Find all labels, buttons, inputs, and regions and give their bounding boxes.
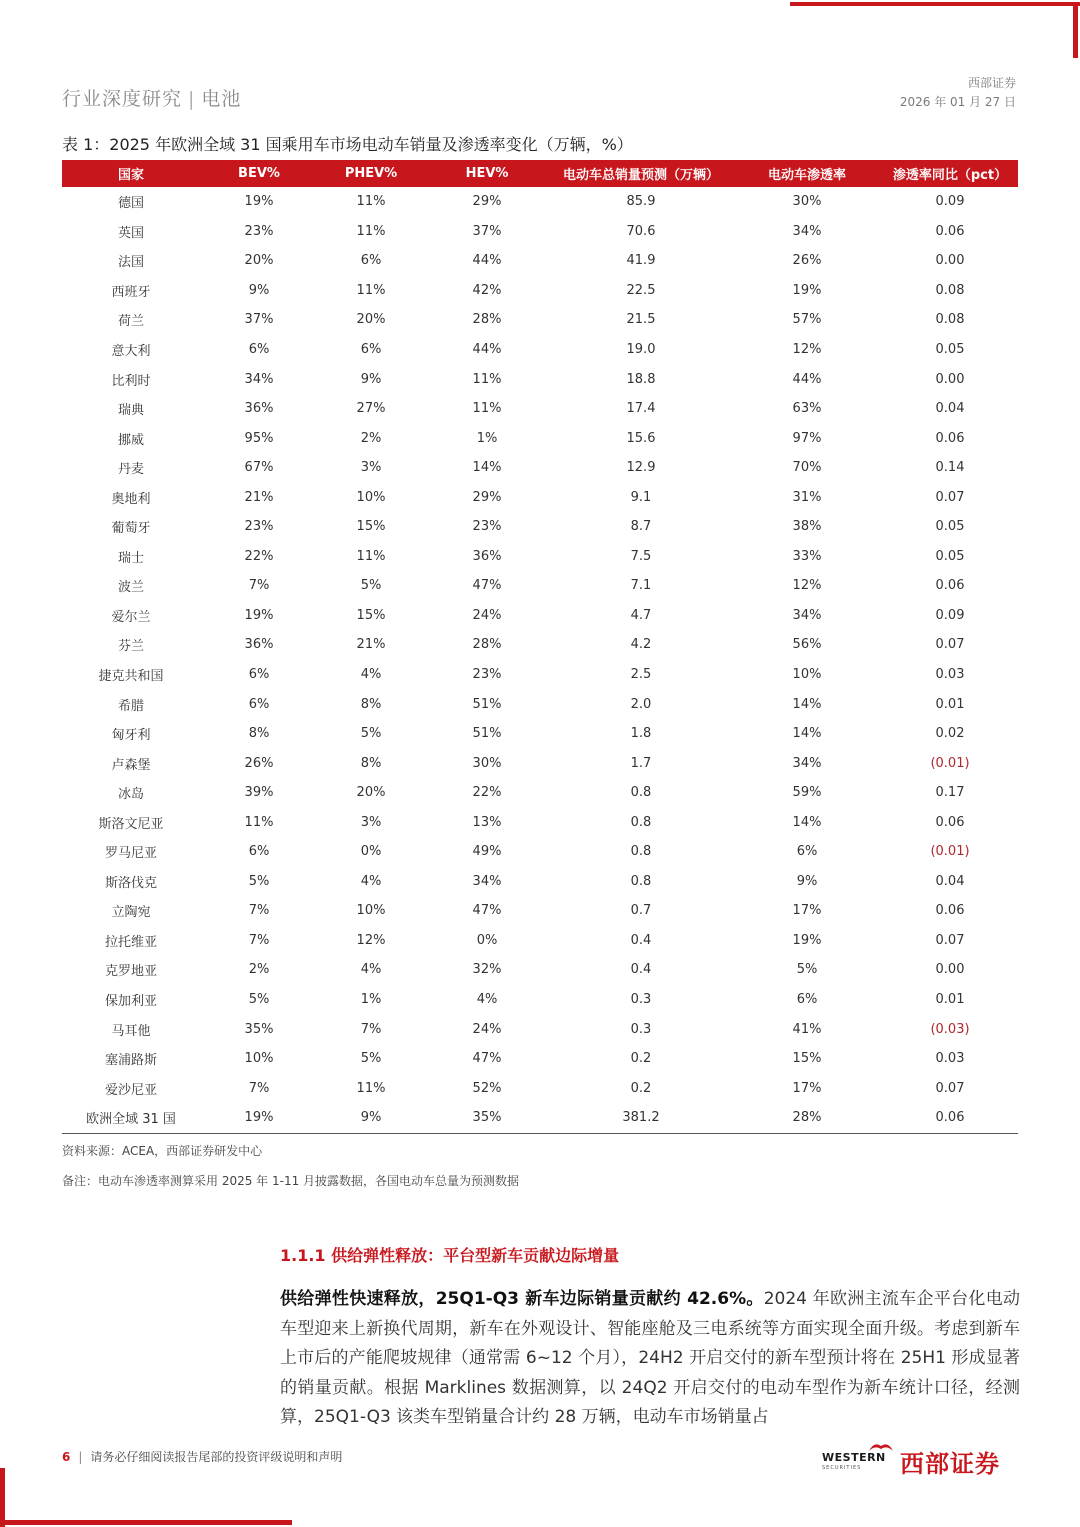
value-cell: 17.4 [626,401,656,417]
value-cell: 0.8 [630,844,652,860]
table-source: 资料来源：ACEA，西部证券研发中心 [62,1144,263,1158]
paragraph-body: 2024 年欧洲主流车企平台化电动车型迎来上新换代周期，新车在外观设计、智能座舱及三电系统等方面实现全面升级。考虑到新车上市后的产能爬坡规律（通常需 6~12 个月），24H2 开启交付的新车型预计将在 25H1 形成显著的销量贡献。根据 Marklines 数据测算，以 24Q2 开启交付的电动车型作为新车统计口径，经测算，25Q1-Q3 该类车型销量合计约 28 万辆，电动车市场销量占 [280,1289,1020,1428]
table-row [62,423,1018,453]
value-cell: 4% [360,873,382,889]
country-cell: 英国 [117,225,144,241]
value-cell: 29% [472,489,502,505]
country-cell: 保加利亚 [104,994,157,1010]
value-cell: 8% [360,696,382,712]
value-cell: 20% [356,785,386,801]
value-cell: 4% [360,962,382,978]
page-footer [62,1448,342,1465]
section-paragraph [280,1285,1020,1433]
value-cell: 0.7 [630,903,652,919]
corner-accent-left [0,1468,5,1527]
country-cell: 匈牙利 [111,728,151,744]
value-cell: 2.5 [630,667,652,683]
value-cell: 0.14 [935,460,965,476]
table-row [62,867,1018,897]
table-row [62,689,1018,719]
value-cell: 8% [248,726,270,742]
country-cell: 卢森堡 [111,757,151,773]
value-cell: 8% [360,755,382,771]
value-cell: 15% [356,607,386,623]
value-cell: 85.9 [626,194,656,210]
footer-separator: | [78,1450,83,1464]
value-cell: 7% [248,932,270,948]
value-cell: 5% [796,962,818,978]
value-cell: 7.5 [630,548,652,564]
value-cell: 10% [356,489,386,505]
value-cell: 0.05 [935,342,965,357]
table-row [62,660,1018,690]
report-date: 2026 年 01 月 27 日 [899,95,1016,109]
value-cell: 0.07 [935,637,965,653]
value-cell: 0.4 [630,932,652,948]
value-cell: 34% [792,755,822,771]
value-cell: 95% [244,430,274,446]
country-cell: 克罗地亚 [104,964,157,980]
value-cell: 26% [792,253,822,269]
country-cell: 西班牙 [111,284,151,300]
country-cell: 冰岛 [117,787,144,803]
corner-accent-top [790,2,1080,6]
value-cell: 11% [356,1080,386,1096]
value-cell: 14% [792,726,822,742]
value-cell: 14% [792,696,822,712]
value-cell: 0.05 [935,519,965,535]
country-cell: 瑞典 [117,403,144,419]
value-cell: 10% [792,667,822,683]
value-cell: 20% [244,253,274,269]
value-cell: 0.2 [630,1080,652,1096]
value-cell: 0.00 [935,962,965,978]
value-cell: 0.17 [935,785,965,801]
column-header: PHEV% [318,160,424,187]
table-row [62,305,1018,335]
value-cell: 67% [244,460,274,476]
value-cell: 0.06 [882,1103,1018,1133]
value-cell: 34% [792,223,822,239]
table-row [62,630,1018,660]
country-cell: 葡萄牙 [111,521,151,537]
value-cell: 2% [360,430,382,446]
value-cell: 28% [472,312,502,328]
value-cell: 23% [472,667,502,683]
value-cell: 13% [472,814,502,830]
value-cell: 0.06 [935,814,965,830]
value-cell: 70.6 [626,223,656,239]
value-cell: 51% [472,726,502,742]
value-cell: 28% [472,637,502,653]
value-cell: 9% [248,282,270,298]
value-cell: 0.3 [630,992,652,1008]
value-cell: 12% [792,578,822,594]
table-row [62,335,1018,365]
country-cell: 欧洲全域 31 国 [62,1103,200,1133]
value-cell: 47% [472,1051,502,1067]
value-cell: 39% [244,785,274,801]
section-heading: 1.1.1 供给弹性释放：平台型新车贡献边际增量 [280,1246,620,1265]
column-header: 国家 [62,160,200,187]
country-cell: 马耳他 [111,1023,151,1039]
value-cell: 0% [360,844,382,860]
value-cell: 37% [472,223,502,239]
column-header: 电动车总销量预测（万辆） [550,160,732,187]
value-cell: 6% [796,844,818,860]
country-cell: 瑞士 [117,550,144,566]
table-row [62,453,1018,483]
country-cell: 波兰 [117,580,144,596]
value-cell: 0.8 [630,814,652,830]
value-cell: 24% [472,1021,502,1037]
value-cell: 19.0 [626,342,656,357]
table-row [62,571,1018,601]
value-cell: 9% [796,873,818,889]
logo-english: WESTERN [822,1451,886,1464]
value-cell: 0.05 [935,548,965,564]
value-cell: 23% [244,519,274,535]
value-cell: 21% [356,637,386,653]
value-cell: 0.00 [935,253,965,269]
logo-chinese: 西部证券 [900,1450,1000,1478]
value-cell: 0.07 [935,1080,965,1096]
value-cell: 27% [356,401,386,417]
country-cell: 罗马尼亚 [104,846,157,862]
value-cell: 30% [792,194,822,210]
country-cell: 丹麦 [117,462,144,478]
value-cell: 52% [472,1080,502,1096]
value-cell: 15.6 [626,430,656,446]
country-cell: 塞浦路斯 [104,1053,157,1069]
value-cell: 7% [248,578,270,594]
value-cell: 4.2 [630,637,652,653]
value-cell: 0.03 [935,667,965,683]
column-header: BEV% [200,160,318,187]
value-cell: 7% [248,903,270,919]
value-cell: 47% [472,903,502,919]
value-cell: 10% [356,903,386,919]
footer-disclaimer: 请务必仔细阅读报告尾部的投资评级说明和声明 [90,1450,343,1464]
value-cell: 9.1 [630,489,652,505]
value-cell: 0.01 [935,992,965,1008]
table-row [62,394,1018,424]
value-cell: 0.09 [935,194,965,210]
value-cell: 6% [360,342,382,357]
value-cell: 35% [244,1021,274,1037]
value-cell: 70% [792,460,822,476]
value-cell: 28% [732,1103,882,1133]
country-cell: 德国 [117,196,144,212]
table-row [62,837,1018,867]
value-cell: 4% [476,992,498,1008]
value-cell: 381.2 [550,1103,732,1133]
table-title: 表 1：2025 年欧洲全域 31 国乘用车市场电动车销量及渗透率变化（万辆，%） [62,135,633,154]
value-cell: 1% [476,430,498,446]
value-cell: 8.7 [630,519,652,535]
value-cell: 36% [472,548,502,564]
table-row [62,364,1018,394]
value-cell: 0.3 [630,1021,652,1037]
value-cell: 51% [472,696,502,712]
table-row [62,985,1018,1015]
table-row [62,276,1018,306]
value-cell: 0.06 [935,430,965,446]
value-cell: 0.4 [630,962,652,978]
value-cell: 3% [360,460,382,476]
value-cell: 1.8 [630,726,652,742]
value-cell: 7% [248,1080,270,1096]
value-cell: 44% [472,342,502,357]
table-header-row [62,160,1018,187]
value-cell: 1.7 [630,755,652,771]
value-cell: 0.07 [935,932,965,948]
value-cell: 11% [244,814,274,830]
value-cell: 11% [356,282,386,298]
country-cell: 法国 [117,255,144,271]
value-cell: 19% [792,282,822,298]
value-cell: 17% [792,1080,822,1096]
value-cell: 0.01 [935,696,965,712]
value-cell: 34% [472,873,502,889]
value-cell: 9% [360,371,382,387]
value-cell: 0.00 [935,371,965,387]
table-row [62,778,1018,808]
value-cell: 30% [472,755,502,771]
report-meta [900,74,1016,112]
corner-accent-right [1073,2,1078,58]
value-cell: 6% [248,342,270,357]
value-cell: 56% [792,637,822,653]
value-cell: 22.5 [626,282,656,298]
value-cell: 14% [792,814,822,830]
table-row [62,1044,1018,1074]
value-cell: 0.8 [630,873,652,889]
value-cell: 0.04 [935,401,965,417]
value-cell: 21.5 [626,312,656,328]
value-cell: 11% [356,223,386,239]
value-cell: 20% [356,312,386,328]
value-cell: 0.06 [935,223,965,239]
firm-logo [822,1441,1018,1477]
country-cell: 奥地利 [111,491,151,507]
report-category-header [62,84,241,111]
value-cell: 22% [472,785,502,801]
value-cell: 0.03 [935,1051,965,1067]
table-row [62,1014,1018,1044]
value-cell: 7.1 [630,578,652,594]
country-cell: 意大利 [111,344,151,359]
value-cell: 0.08 [935,312,965,328]
table-row [62,719,1018,749]
value-cell: 4% [360,667,382,683]
value-cell: 3% [360,814,382,830]
value-cell: 97% [792,430,822,446]
value-cell: 6% [248,844,270,860]
logo-english-sub: SECURITIES [822,1465,862,1471]
value-cell: 0.09 [935,607,965,623]
value-cell: 42% [472,282,502,298]
value-cell: 0.06 [935,903,965,919]
value-cell: 32% [472,962,502,978]
value-cell: 5% [360,578,382,594]
value-cell: 10% [244,1051,274,1067]
value-cell: 34% [244,371,274,387]
value-cell: 19% [792,932,822,948]
value-cell: 14% [472,460,502,476]
value-cell: 47% [472,578,502,594]
value-cell: 0.2 [630,1051,652,1067]
table-row [62,807,1018,837]
value-cell: 21% [244,489,274,505]
table-row [62,748,1018,778]
value-cell: 26% [244,755,274,771]
value-cell: 11% [356,194,386,210]
value-cell: 35% [424,1103,550,1133]
report-topic: 电池 [201,88,242,110]
header-separator: | [188,88,196,110]
country-cell: 希腊 [117,698,144,714]
table-row [62,955,1018,985]
value-cell: 17% [792,903,822,919]
value-cell: 2.0 [630,696,652,712]
value-cell: 31% [792,489,822,505]
page-number: 6 [62,1450,71,1464]
value-cell: (0.03) [930,1021,970,1037]
country-cell: 荷兰 [117,314,144,330]
value-cell: 15% [792,1051,822,1067]
value-cell: 5% [248,992,270,1008]
ev-sales-table [62,160,1018,1134]
value-cell: 57% [792,312,822,328]
value-cell: 2% [248,962,270,978]
country-cell: 芬兰 [117,639,144,655]
value-cell: 0.06 [935,578,965,594]
table-row [62,601,1018,631]
column-header: 电动车渗透率 [732,160,882,187]
country-cell: 爱沙尼亚 [104,1082,157,1098]
country-cell: 捷克共和国 [98,669,164,685]
value-cell: 0% [476,932,498,948]
value-cell: 49% [472,844,502,860]
table-row [62,217,1018,247]
value-cell: 15% [356,519,386,535]
report-category: 行业深度研究 [62,88,183,110]
country-cell: 爱尔兰 [111,609,151,625]
value-cell: 1% [360,992,382,1008]
value-cell: 63% [792,401,822,417]
value-cell: 0.07 [935,489,965,505]
country-cell: 立陶宛 [111,905,151,921]
value-cell: 4.7 [630,607,652,623]
value-cell: 5% [360,1051,382,1067]
value-cell: 18.8 [626,371,656,387]
table-row [62,926,1018,956]
value-cell: 36% [244,401,274,417]
firm-name: 西部证券 [967,76,1016,90]
value-cell: 23% [472,519,502,535]
value-cell: 29% [472,194,502,210]
value-cell: 9% [318,1103,424,1133]
value-cell: 36% [244,637,274,653]
value-cell: 6% [796,992,818,1008]
column-header: 渗透率同比（pct） [882,160,1018,187]
value-cell: 7% [360,1021,382,1037]
value-cell: 19% [244,194,274,210]
value-cell: 11% [356,548,386,564]
value-cell: 5% [360,726,382,742]
table-row [62,187,1018,217]
value-cell: 0.8 [630,785,652,801]
value-cell: 0.08 [935,282,965,298]
value-cell: 37% [244,312,274,328]
table-row [62,512,1018,542]
country-cell: 斯洛伐克 [104,875,157,891]
value-cell: 38% [792,519,822,535]
table-row [62,1073,1018,1103]
value-cell: 44% [792,371,822,387]
value-cell: 41% [792,1021,822,1037]
country-cell: 斯洛文尼亚 [98,816,164,832]
value-cell: 41.9 [626,253,656,269]
value-cell: 6% [248,696,270,712]
value-cell: 59% [792,785,822,801]
value-cell: 6% [360,253,382,269]
column-header: HEV% [424,160,550,187]
value-cell: 5% [248,873,270,889]
value-cell: 23% [244,223,274,239]
table-row [62,1103,1018,1133]
country-cell: 拉托维亚 [104,934,157,950]
table-row [62,482,1018,512]
value-cell: 19% [200,1103,318,1133]
value-cell: 11% [472,401,502,417]
table-row [62,896,1018,926]
paragraph-lead: 供给弹性快速释放，25Q1-Q3 新车边际销量贡献约 42.6%。 [280,1289,764,1309]
value-cell: 44% [472,253,502,269]
table-remark: 备注：电动车渗透率测算采用 2025 年 1-11 月披露数据，各国电动车总量为预测数据 [62,1174,520,1188]
value-cell: 24% [472,607,502,623]
value-cell: 12% [356,932,386,948]
value-cell: 22% [244,548,274,564]
country-cell: 比利时 [111,373,151,389]
value-cell: 12% [792,342,822,357]
value-cell: (0.01) [930,755,970,771]
table-row [62,542,1018,572]
value-cell: 11% [472,371,502,387]
value-cell: 12.9 [626,460,656,476]
value-cell: 33% [792,548,822,564]
value-cell: 0.04 [935,873,965,889]
table-body [62,187,1018,1133]
table-row [62,246,1018,276]
value-cell: 0.02 [935,726,965,742]
value-cell: (0.01) [930,844,970,860]
value-cell: 19% [244,607,274,623]
value-cell: 34% [792,607,822,623]
value-cell: 6% [248,667,270,683]
country-cell: 挪威 [117,432,144,448]
corner-accent-bottom [0,1520,292,1525]
